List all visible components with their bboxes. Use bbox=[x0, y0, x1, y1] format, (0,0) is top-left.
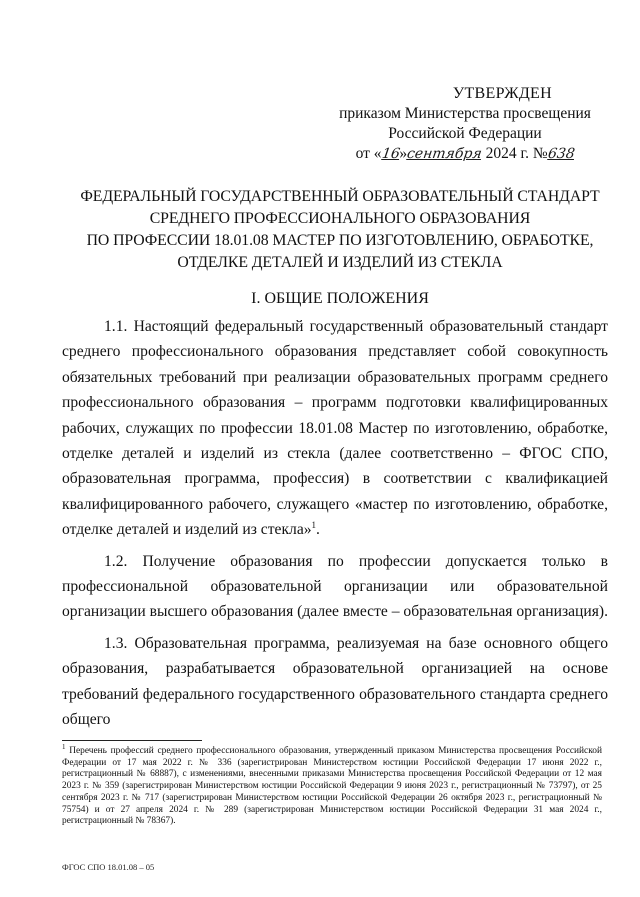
body-text bbox=[62, 314, 608, 739]
year-suffix: 2024 г. № bbox=[485, 145, 548, 162]
title-line-4: ОТДЕЛКЕ ДЕТАЛЕЙ И ИЗДЕЛИЙ ИЗ СТЕКЛА bbox=[177, 254, 503, 271]
footnote bbox=[62, 742, 602, 828]
footnote-divider bbox=[62, 740, 202, 741]
footnote-reference: 1 bbox=[311, 520, 317, 531]
title-line-1: ФЕДЕРАЛЬНЫЙ ГОСУДАРСТВЕННЫЙ ОБРАЗОВАТЕЛЬНЫЙ СТАНДАРТ bbox=[80, 188, 600, 205]
approval-title: УТВЕРЖДЕН bbox=[452, 85, 552, 102]
approval-stamp bbox=[330, 84, 600, 164]
handwritten-number: 638 bbox=[546, 146, 576, 162]
page-footer-code: ФГОС СПО 18.01.08 – 05 bbox=[62, 862, 155, 872]
paragraph-1-2: 1.2. Получение образования по профессии допускается только в профессиональной образовательной организации или образовательной организации высшего образования (далее вместе – образовательная организация). bbox=[62, 552, 608, 621]
approval-line-2: Российской Федерации bbox=[388, 125, 542, 142]
date-mid: » bbox=[399, 145, 408, 162]
footnote-text: Перечень профессий среднего профессионального образования, утвержденный приказом Министерства просвещения Российской Федерации от 17 мая 2022 г. № 336 (зарегистрирован Министерством юстиции Российской Федерации 17 июня 2022 г., регистрационный № 68887), с изменениями, внесенными приказами Министерства просвещения Российской Федерации от 12 мая 2023 г. № 359 (зарегистрирован Министерством юстиции Российской Федерации 9 июня 2023 г., регистрационный № 73797), от 25 сентября 2023 г. № 717 (зарегистрирован Министерством юстиции Российской Федерации 26 октября 2023 г., регистрационный № 75754) и от 27 апреля 2024 г. № 289 (зарегистрирован Министерством юстиции Российской Федерации 31 мая 2024 г., регистрационный № 78367). bbox=[62, 746, 602, 827]
section-heading: I. ОБЩИЕ ПОЛОЖЕНИЯ bbox=[251, 290, 429, 307]
handwritten-day: 16 bbox=[380, 146, 401, 162]
paragraph-text: 1.1. Настоящий федеральный государственный образовательный стандарт среднего профессионального образования представляет собой совокупность обязательных требований при реализации образовательных программ среднего профессионального образования – программ подготовки квалифицированных рабочих, служащих по профессии 18.01.08 Мастер по изготовлению, обработке, отделке деталей и изделий из стекла (далее соответственно – ФГОС СПО, образовательная программа, профессия) в соответствии с квалификацией квалифицированного рабочего, служащего «мастер по изготовлению, обработке, отделке деталей и изделий из стекла» bbox=[62, 318, 608, 539]
handwritten-month: сентября bbox=[405, 146, 483, 162]
title-line-2: СРЕДНЕГО ПРОФЕССИОНАЛЬНОГО ОБРАЗОВАНИЯ bbox=[149, 210, 531, 227]
title-line-3: ПО ПРОФЕССИИ 18.01.08 МАСТЕР ПО ИЗГОТОВЛЕНИЮ, ОБРАБОТКЕ, bbox=[86, 232, 594, 249]
paragraph-1-1: 1.1. Настоящий федеральный государственный образовательный стандарт среднего профессионального образования представляет собой совокупность обязательных требований при реализации образовательных программ среднего профессионального образования – программ подготовки квалифицированных рабочих, служащих по профессии 18.01.08 Мастер по изготовлению, обработке, отделке деталей и изделий из стекла (далее соответственно – ФГОС СПО, образовательная программа, профессия) в соответствии с квалификацией квалифицированного рабочего, служащего «мастер по изготовлению, обработке, отделке деталей и изделий из стекла»$^1$. bbox=[62, 318, 608, 539]
approval-line-1: приказом Министерства просвещения bbox=[339, 105, 591, 122]
footnote-marker: 1 bbox=[62, 742, 66, 751]
document-title bbox=[70, 186, 610, 274]
date-prefix: от « bbox=[355, 145, 382, 162]
paragraph-1-3: 1.3. Образовательная программа, реализуемая на базе основного общего образования, разрабатывается образовательной организацией на основе требований федерального государственного образовательного стандарта среднего общего bbox=[62, 634, 608, 729]
approval-order-line bbox=[330, 144, 600, 164]
